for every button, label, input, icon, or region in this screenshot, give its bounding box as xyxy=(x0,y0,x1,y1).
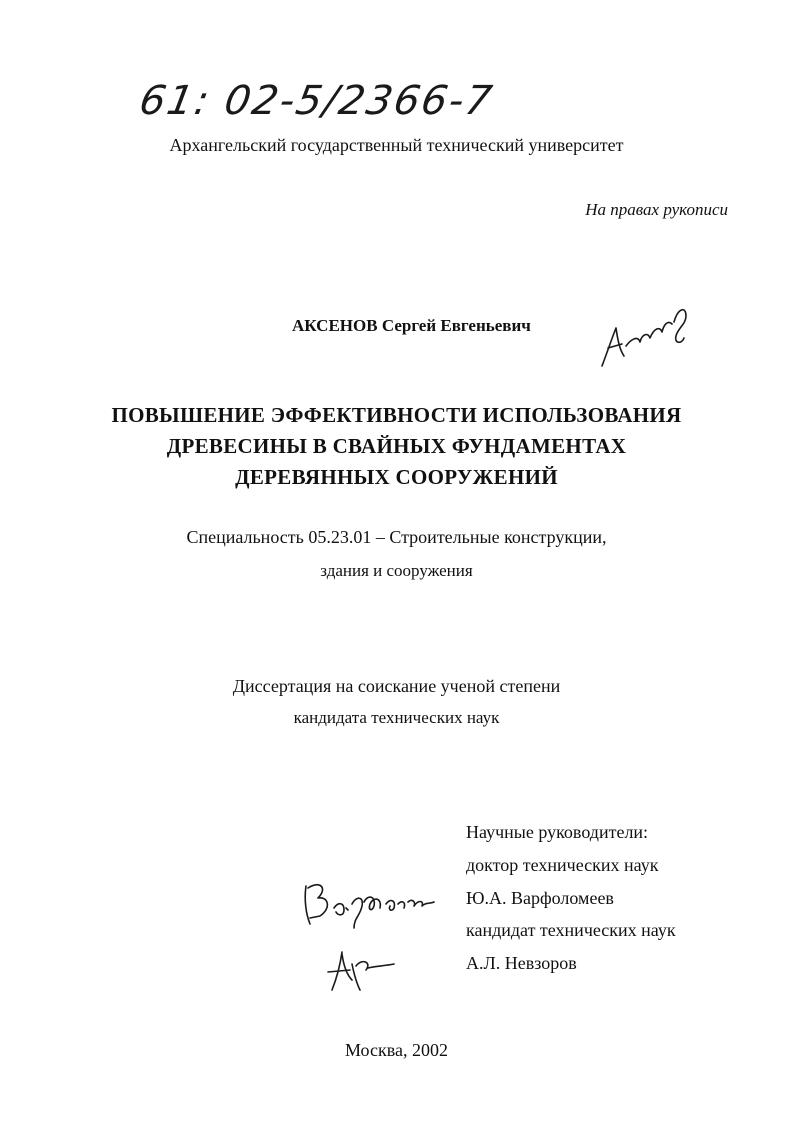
specialty-line-2: здания и сооружения xyxy=(320,561,473,580)
author-name: АКСЕНОВ Сергей Евгеньевич xyxy=(292,316,531,335)
city-and-year: Москва, 2002 xyxy=(345,1040,448,1060)
dissertation-degree-line-1: Диссертация на соискание ученой степени xyxy=(232,676,561,696)
title-line: ПОВЫШЕНИЕ ЭФФЕКТИВНОСТИ ИСПОЛЬЗОВАНИЯ xyxy=(111,403,682,427)
supervisor-first-degree: доктор технических наук xyxy=(466,855,659,875)
supervisor-second-name: А.Л. Невзоров xyxy=(466,953,577,973)
supervisors-heading: Научные руководители: xyxy=(466,822,649,842)
specialty-line-1: Специальность 05.23.01 – Строительные конструкции, xyxy=(186,527,607,547)
manuscript-rights-note: На правах рукописи xyxy=(585,200,728,219)
title-line: ДРЕВЕСИНЫ В СВАЙНЫХ ФУНДАМЕНТАХ xyxy=(166,434,627,458)
author-signature-image xyxy=(594,298,694,372)
supervisor-first-signature-image xyxy=(298,874,444,932)
supervisor-first-name: Ю.А. Варфоломеев xyxy=(466,888,614,908)
supervisor-second-degree: кандидат технических наук xyxy=(466,920,676,940)
handwritten-archive-code: 61: 02-5/2366-7 xyxy=(135,78,498,124)
dissertation-degree-line-2: кандидата технических наук xyxy=(293,708,500,727)
title-line: ДЕРЕВЯННЫХ СООРУЖЕНИЙ xyxy=(235,465,558,489)
dissertation-title xyxy=(0,400,793,493)
university-name: Архангельский государственный технический университет xyxy=(169,135,624,155)
supervisor-second-signature-image xyxy=(322,944,398,996)
